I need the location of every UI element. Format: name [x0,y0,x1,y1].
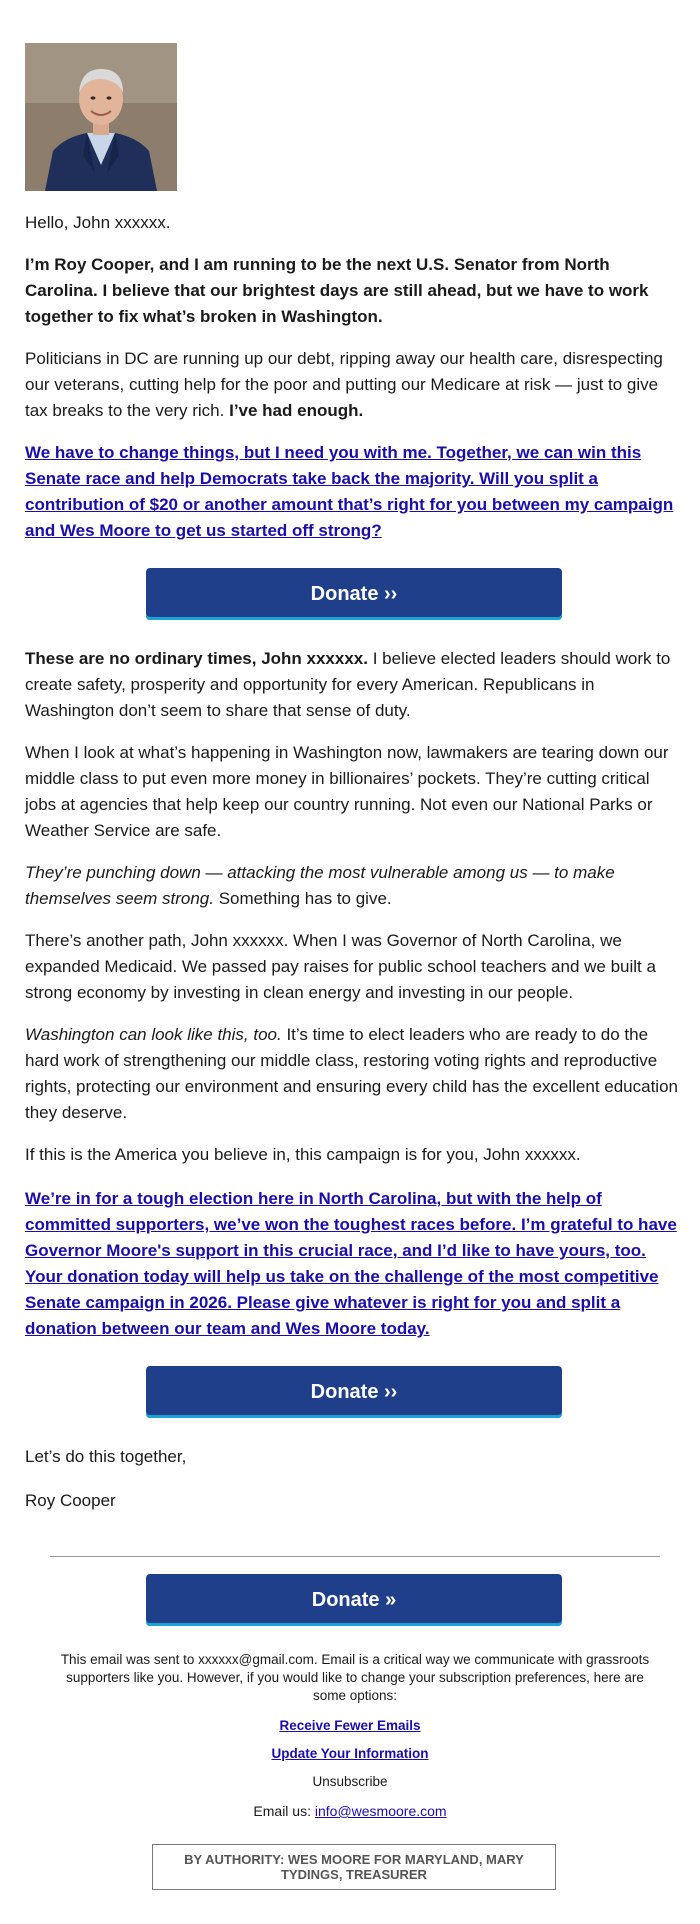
politicians-paragraph [25,346,683,424]
look-paragraph [25,1022,683,1126]
email-us-label: Email us: [253,1803,315,1819]
donate-button-1[interactable]: Donate ›› [146,568,562,620]
politicians-bold: I’ve had enough. [229,401,364,420]
punching-text: Something has to give. [213,889,392,908]
greeting: Hello, John xxxxxx. [25,213,171,232]
look-text: It’s time to elect leaders who are ready to do the hard work of strengthening our middle class, restoring voting rights and reproductive rights, protecting our environment and ensuring every child has the excellent education they deserve. [25,1025,678,1122]
path-paragraph: There’s another path, John xxxxxx. When I was Governor of North Carolina, we expanded Medicaid. We passed pay raises for public school teachers and we built a strong economy by investing in clean energy and investing in our people. [25,931,656,1002]
donate-appeal-link-1[interactable]: We have to change things, but I need you with me. Together, we can win this Senate race and help Democrats take back the majority. Will you split a contribution of $20 or another amount that’s right for you between my campaign and Wes Moore to get us started off strong? [25,443,674,540]
contact-email-line [0,1803,700,1819]
contact-email-link[interactable]: info@wesmoore.com [314,1803,447,1819]
signoff: Let’s do this together, [25,1447,187,1466]
america-paragraph: If this is the America you believe in, this campaign is for you, John xxxxxx. [25,1145,581,1164]
intro-paragraph: I’m Roy Cooper, and I am running to be the next U.S. Senator from North Carolina. I believe that our brightest days are still ahead, but we have to work together to fix what’s broken in Washington. [25,255,649,326]
update-information-link[interactable]: Update Your Information [271,1746,429,1761]
donate-button-2[interactable]: Donate ›› [146,1366,562,1418]
unsubscribe-link[interactable]: Unsubscribe [312,1774,388,1789]
times-paragraph [25,646,683,724]
times-bold: These are no ordinary times, John xxxxxx. [25,649,368,668]
candidate-photo [25,43,177,191]
subscription-notice: This email was sent to xxxxxx@gmail.com. Email is a critical way we communicate with grassroots supporters like you. However, if you would like to change your subscription preferences, here are some options: [60,1652,650,1703]
punching-italic: They’re punching down — attacking the most vulnerable among us — to make themselves seem strong. [25,863,615,908]
politicians-text: Politicians in DC are running up our debt, ripping away our health care, disrespecting our veterans, cutting help for the poor and putting our Medicare at risk — just to give tax breaks to the very rich. [25,349,663,420]
signature: Roy Cooper [25,1491,116,1510]
donate-appeal-link-2[interactable]: We’re in for a tough election here in North Carolina, but with the help of committed supporters, we’ve won the toughest races before. I’m grateful to have Governor Moore's support in this crucial race, and I’d like to have yours, too. Your donation today will help us take on the challenge of the most competitive Senate campaign in 2026. Please give whatever is right for you and split a donation between our team and Wes Moore today. [25,1189,677,1338]
footer-divider [50,1556,660,1557]
times-text: I believe elected leaders should work to create safety, prosperity and opportunity for every American. Republicans in Washington don’t seem to share that sense of duty. [25,649,671,720]
receive-fewer-emails-link[interactable]: Receive Fewer Emails [279,1718,421,1733]
paid-for-disclaimer: BY AUTHORITY: WES MOORE FOR MARYLAND, MARY TYDINGS, TREASURER [152,1844,556,1890]
footer-donate-button[interactable]: Donate » [146,1574,562,1626]
washington-paragraph: When I look at what’s happening in Washington now, lawmakers are tearing down our middle class to put even more money in billionaires’ pockets. They’re cutting critical jobs at agencies that help keep our country running. Not even our National Parks or Weather Service are safe. [25,743,669,840]
look-italic: Washington can look like this, too. [25,1025,282,1044]
punching-paragraph [25,860,683,912]
